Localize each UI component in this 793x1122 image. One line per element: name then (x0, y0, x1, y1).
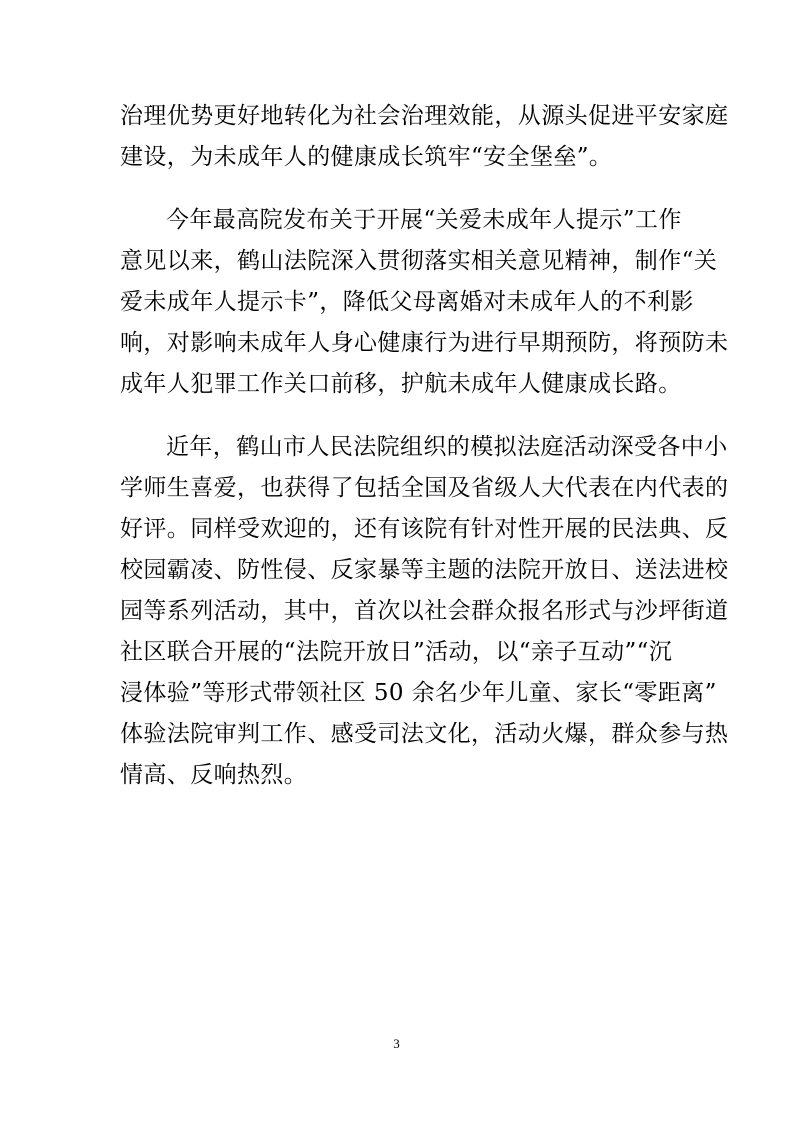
paragraph-2 (120, 200, 729, 405)
paragraph-line: 意见以来，鹤山法院深入贯彻落实相关意见精神，制作“关 (120, 248, 718, 274)
paragraph-line: 响，对影响未成年人身心健康行为进行早期预防，将预防未 (120, 330, 729, 356)
paragraph-line: 体验法院审判工作、感受司法文化，活动火爆，群众参与热 (120, 721, 729, 747)
paragraph-line: 今年最高院发布关于开展“关爱未成年人提示”工作 (166, 207, 682, 233)
page-number: 3 (393, 1036, 400, 1051)
paragraph-line: 学师生喜爱，也获得了包括全国及省级人大代表在内代表的 (120, 475, 729, 501)
paragraph-line: 校园霸凌、防性侵、反家暴等主题的法院开放日、送法进校 (120, 557, 729, 583)
paragraph-line: 好评。同样受欢迎的，还有该院有针对性开展的民法典、反 (120, 516, 729, 542)
paragraph-line: 社区联合开展的“法院开放日”活动，以“亲子互动”“沉 (120, 639, 673, 665)
paragraph-line: 近年，鹤山市人民法院组织的模拟法庭活动深受各中小 (166, 434, 728, 460)
paragraph-line: 成年人犯罪工作关口前移，护航未成年人健康成长路。 (120, 371, 682, 397)
paragraph-line: 建设，为未成年人的健康成长筑牢“安全堡垒”。 (120, 144, 613, 170)
paragraph-line: 园等系列活动，其中，首次以社会群众报名形式与沙坪街道 (120, 598, 729, 624)
paragraph-1 (120, 96, 729, 178)
paragraph-line: 治理优势更好地转化为社会治理效能，从源头促进平安家庭 (120, 103, 729, 129)
paragraph-3 (120, 427, 729, 796)
paragraph-line: 情高、反响热烈。 (120, 762, 308, 788)
paragraph-line: 爱未成年人提示卡”，降低父母离婚对未成年人的不利影 (120, 289, 694, 315)
paragraph-line: 浸体验”等形式带领社区 50 余名少年儿童、家长“零距离” (120, 680, 717, 706)
